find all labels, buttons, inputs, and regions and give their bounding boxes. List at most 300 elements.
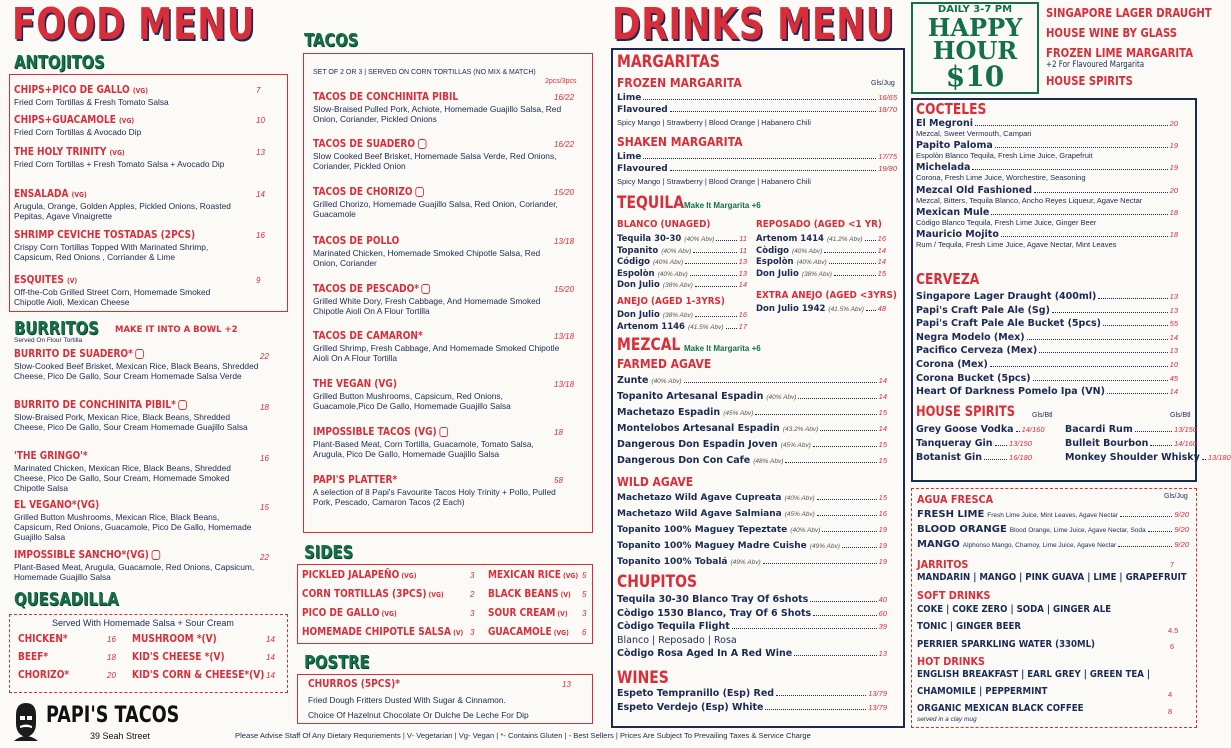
- mezcal-abv: (43.2% Abv): [782, 426, 819, 433]
- tequila-name: Don Julio: [617, 310, 660, 320]
- mezcal-abv: (45% Abv): [780, 442, 811, 449]
- burrito-price: 16: [260, 454, 269, 463]
- tequila-row: [617, 310, 747, 320]
- cerveza-name: Corona Bucket (5pcs): [916, 372, 1031, 384]
- tequila-abv: (38% Abv): [662, 312, 693, 319]
- agua-desc: Blood Orange, Lime Juice, Agave Nectar, Soda: [1009, 527, 1146, 534]
- tequila-price: 16: [877, 234, 886, 243]
- dot-leader: [1034, 192, 1168, 193]
- burrito-desc: Grilled Button Mushrooms, Mexican Rice, Black Beans, Capsicum, Red Onions, Guacamole, Pico De Gallo, Homemade Guajillo Salsa: [14, 512, 252, 542]
- cerveza-heading: CERVEZA: [916, 270, 980, 288]
- coctel-row: [916, 185, 1178, 196]
- taco-price: 13/18: [554, 237, 575, 246]
- dot-leader: [834, 275, 876, 276]
- dot-leader: [842, 547, 877, 548]
- burrito-price: 22: [260, 352, 269, 361]
- dot-leader: [695, 316, 737, 317]
- dot-leader: [817, 515, 877, 516]
- spirit-price: 13/150: [1174, 425, 1197, 434]
- wine-name: Espeto Tempranillo (Esp) Red: [617, 688, 775, 699]
- dot-leader: [732, 628, 877, 629]
- happy-hour-item: HOUSE SPIRITS: [1046, 74, 1133, 88]
- spirit-row: [916, 452, 1032, 463]
- margarita-price: 18/70: [878, 105, 897, 114]
- gls-jug-label: Gls/Jug: [871, 80, 895, 87]
- best-seller-icon: [151, 550, 160, 560]
- mezcal-name: Zunte: [617, 375, 649, 386]
- churros-desc2: Choice Of Hazelnut Chocolate Or Dulche De Leche For Dip: [308, 710, 529, 720]
- chupito-price: 60: [878, 608, 887, 618]
- dot-leader: [1148, 531, 1173, 532]
- tequila-name: Don Julio: [617, 280, 660, 290]
- chupito-name: Còdigo 1530 Blanco, Tray Of 6 Shots: [617, 607, 812, 619]
- tequila-abv: (38% Abv): [801, 270, 832, 278]
- dot-leader: [972, 169, 1167, 170]
- burrito-price: 22: [260, 553, 269, 562]
- hour-word: HOUR: [932, 36, 1018, 65]
- coctel-row: [916, 140, 1178, 151]
- tequila-price: 15: [877, 268, 886, 278]
- happy-hour-item: HOUSE WINE BY GLASS: [1046, 26, 1178, 40]
- wild-heading: WILD AGAVE: [617, 475, 694, 489]
- spirit-name: Monkey Shoulder Whisky: [1065, 452, 1200, 463]
- quesadilla-item-price: 20: [107, 671, 116, 680]
- chupito-row: [617, 621, 887, 632]
- quesadilla-item-price: 16: [107, 635, 116, 644]
- hot-line1: ENGLISH BREAKFAST | EARL GREY | GREEN TEA |: [917, 669, 1151, 680]
- dot-leader: [810, 601, 876, 602]
- dot-leader: [820, 430, 876, 431]
- spirit-name: Bacardi Rum: [1065, 424, 1133, 435]
- tequila-row: [756, 304, 886, 314]
- agua-desc: Fresh Lime Juice, Mint Leaves, Agave Nectar: [987, 512, 1119, 519]
- wine-name: Espeto Verdejo (Esp) White: [617, 702, 764, 713]
- dot-leader: [1107, 393, 1168, 394]
- churros-name: CHURROS (5PCS)*: [308, 678, 400, 690]
- brand-name: PAPI'S TACOS: [46, 703, 180, 728]
- taco-desc: Slow-Braised Pulled Pork, Achiote, Homemade Guajillo Salsa, Red Onion, Coriander, Pickled Onions: [313, 104, 562, 124]
- agua-price: 9/20: [1174, 525, 1189, 534]
- perrier-line: PERRIER SPARKLING WATER (330ML): [917, 639, 1095, 650]
- mezcal-name: Topanito 100% Maguey Tepeztate: [617, 525, 788, 535]
- quesadilla-served: Served With Homemade Salsa + Sour Cream: [52, 618, 234, 628]
- burrito-desc: Plant-Based Meat, Arugula, Guacamole, Red Onions, Capsicum, Homemade Guajillo Salsa: [14, 562, 255, 582]
- coctel-desc: Mezcal, Sweet Vermouth, Campari: [916, 129, 1032, 138]
- cerveza-name: Papi's Craft Pale Ale Bucket (5pcs): [916, 318, 1101, 330]
- coctel-price: 18: [1169, 207, 1178, 217]
- taco-price: 16/22: [554, 140, 575, 149]
- spirits-gls-left: Gls/Btl: [1032, 412, 1053, 419]
- quesadilla-item-name: BEEF*: [18, 651, 49, 663]
- cerveza-price: 45: [1169, 373, 1178, 383]
- mezcal-price: 15: [878, 456, 887, 465]
- cerveza-name: Singapore Lager Draught (400ml): [916, 291, 1097, 302]
- spirits-gls-right: Gls/Btl: [1170, 412, 1191, 419]
- antojito-price: 14: [256, 190, 265, 199]
- mezcal-row: [617, 375, 887, 386]
- best-seller-icon: [415, 187, 424, 197]
- mezcal-name: Machetazo Espadin: [617, 407, 721, 418]
- best-seller-icon: [418, 139, 427, 149]
- side-price: 5: [582, 571, 587, 580]
- dot-leader: [690, 275, 737, 276]
- spirit-name: Botanist Gin: [916, 452, 983, 463]
- antojitos-heading: ANTOJITOS: [14, 52, 105, 73]
- mezcal-name: Montelobos Artesanal Espadin: [617, 423, 780, 434]
- dot-leader: [1120, 516, 1172, 517]
- best-seller-icon: [439, 427, 448, 437]
- spirit-row: [1065, 452, 1231, 463]
- happy-hour-item: SINGAPORE LAGER DRAUGHT: [1046, 6, 1212, 20]
- extra-anejo-heading: EXTRA ANEJO (AGED <3YRS): [756, 290, 897, 301]
- quesadilla-item-name: KID'S CORN & CHEESE*(V): [132, 669, 265, 681]
- side-price: 3: [470, 628, 475, 637]
- tequila-price: 11: [739, 234, 747, 243]
- agua-gls: Gls/Jug: [1164, 493, 1188, 500]
- mezcal-row: [617, 493, 887, 503]
- coctel-row: [916, 162, 1178, 173]
- burrito-desc: Slow-Braised Pork, Mexican Rice, Black Beans, Shredded Cheese, Pico De Gallo, Sour Cream Homemade Guajillo Salsa: [14, 412, 248, 432]
- spirit-price: 14/160: [1021, 425, 1045, 434]
- cerveza-row: [916, 318, 1178, 329]
- mezcal-abv: (48% Abv): [753, 458, 784, 465]
- tequila-row: [756, 246, 886, 256]
- dot-leader: [984, 459, 1007, 460]
- antojito-desc: Fried Corn Tortillas + Fresh Tomato Salsa + Avocado Dip: [14, 159, 225, 169]
- hot-price: 4: [1168, 690, 1173, 699]
- burrito-desc: Marinated Chicken, Mexican Rice, Black Beans, Shredded Cheese, Pico De Gallo, Sour Cream, Homemade Smoked Chipotle Salsa: [14, 463, 231, 493]
- quesadilla-item-name: KID'S CHEESE *(V): [132, 651, 225, 663]
- mezcal-abv: (45% Abv): [723, 410, 754, 417]
- coctel-name: Papito Paloma: [916, 140, 993, 152]
- antojito-name: SHRIMP CEVICHE TOSTADAS (2PCS): [14, 229, 196, 241]
- wines-heading: WINES: [617, 668, 669, 688]
- mezcal-name: Machetazo Wild Agave Salmiana: [617, 509, 782, 519]
- taco-price: 13/18: [554, 380, 575, 389]
- hot-line3: ORGANIC MEXICAN BLACK COFFEE: [917, 703, 1084, 714]
- cerveza-row: [916, 345, 1178, 356]
- taco-desc: Slow Cooked Beef Brisket, Homemade Salsa Verde, Red Onions, Coriander, Pickled Onion: [313, 151, 557, 171]
- cerveza-price: 55: [1169, 319, 1178, 329]
- taco-name: TACOS DE SUADERO: [313, 138, 426, 150]
- hot3-price: 8: [1168, 707, 1173, 716]
- perrier-price: 6: [1170, 642, 1175, 651]
- taco-price: 18: [554, 428, 563, 437]
- happy-word: HAPPY: [927, 13, 1023, 42]
- happy-hour-item: FROZEN LIME MARGARITA: [1046, 46, 1194, 60]
- cerveza-row: [916, 386, 1178, 397]
- dot-leader: [991, 214, 1167, 215]
- best-seller-icon: [135, 349, 144, 359]
- drinks-menu-title: DRINKS MENU: [612, 0, 895, 50]
- cerveza-price: 13: [1169, 305, 1178, 315]
- happy-hour-time: DAILY 3-7 PM: [937, 4, 1013, 15]
- coctel-price: 19: [1169, 141, 1178, 151]
- spirit-price: 16/180: [1009, 453, 1032, 462]
- mezcal-price: 19: [878, 557, 887, 566]
- side-price: 3: [470, 609, 475, 618]
- burrito-name: BURRITO DE CONCHINITA PIBIL*: [14, 399, 187, 411]
- agua-row: [917, 524, 1189, 535]
- tequila-row: [617, 322, 747, 332]
- wine-price: 13/79: [868, 703, 887, 712]
- mezcal-row: [617, 509, 887, 519]
- dot-leader: [643, 99, 876, 100]
- spirit-name: Grey Goose Vodka: [916, 424, 1014, 435]
- dot-leader: [1118, 546, 1172, 547]
- dot-leader: [798, 398, 876, 399]
- tequila-name: Don Julio: [756, 268, 799, 279]
- cerveza-row: [916, 291, 1178, 302]
- tequila-price: 17: [738, 321, 747, 331]
- shaken-heading: SHAKEN MARGARITA: [617, 135, 743, 149]
- chupito-row: [617, 608, 887, 619]
- quesadilla-item-name: CHORIZO*: [18, 669, 70, 681]
- dot-leader: [643, 158, 876, 159]
- shaken-flavours: Spicy Mango | Strawberry | Blood Orange | Habanero Chili: [617, 177, 811, 186]
- soft-line1: COKE | COKE ZERO | SODA | GINGER ALE: [917, 604, 1112, 615]
- burritos-served: Served On Flour Tortilla: [14, 337, 83, 344]
- dot-leader: [670, 111, 876, 112]
- mezcal-row: [617, 423, 887, 434]
- cerveza-price: 13: [1169, 346, 1178, 356]
- spirit-name: Bulleit Bourbon: [1065, 438, 1149, 449]
- agua-name: MANGO: [917, 539, 960, 550]
- dot-leader: [755, 414, 876, 415]
- coctel-desc: Espolòn Blanco Tequila, Fresh Lime Juice, Grapefruit: [916, 151, 1093, 161]
- margarita-name: Flavoured: [617, 105, 668, 115]
- dot-leader: [1016, 431, 1020, 432]
- mezcal-price: 15: [878, 408, 887, 417]
- side-name: MEXICAN RICE (VG): [488, 569, 579, 581]
- cerveza-row: [916, 373, 1178, 384]
- agua-desc: Alphonso Mango, Chamoy, Lime Juice, Agave Nectar: [962, 542, 1117, 549]
- dot-leader: [693, 252, 737, 253]
- tequila-abv: (40% Abv): [653, 259, 684, 266]
- coctel-price: 20: [1169, 185, 1178, 195]
- frozen-heading: FROZEN MARGARITA: [617, 76, 742, 90]
- tequila-abv: (41.5% Abv): [687, 323, 724, 331]
- frozen-flavours: Spicy Mango | Strawberry | Blood Orange | Habanero Chili: [617, 118, 811, 127]
- tequila-name: Còdigo: [756, 245, 789, 256]
- soft-price: 4.5: [1168, 626, 1179, 635]
- dot-leader: [865, 240, 876, 241]
- taco-name: THE VEGAN (VG): [313, 378, 397, 390]
- tequila-heading: TEQUILA: [617, 193, 685, 213]
- margarita-row: [617, 164, 897, 174]
- hot-line2: CHAMOMILE | PEPPERMINT: [917, 686, 1048, 697]
- spirit-row: [1065, 438, 1197, 449]
- spirit-row: [916, 438, 1032, 449]
- dot-leader: [1052, 312, 1168, 313]
- agua-name: FRESH LIME: [917, 509, 985, 520]
- margarita-price: 19/80: [878, 164, 897, 173]
- taco-name: TACOS DE POLLO: [313, 235, 400, 247]
- chupito-price: 13: [878, 649, 887, 658]
- dot-leader: [813, 615, 876, 616]
- mezcal-row: [617, 541, 887, 551]
- dot-leader: [794, 655, 876, 656]
- chupito-row: [617, 594, 887, 605]
- burrito-name: 'THE GRINGO'*: [14, 450, 88, 462]
- taco-desc: Plant-Based Meat, Corn Tortilla, Guacamole, Tomato Salsa, Arugula, Pico De Gallo, Homemade Guajillo Salsa: [313, 439, 534, 459]
- quesadilla-item-name: MUSHROOM *(V): [132, 633, 217, 645]
- cerveza-name: Heart Of Darkness Pomelo Ipa (VN): [916, 386, 1105, 398]
- side-name: HOMEMADE CHIPOTLE SALSA (V): [302, 626, 464, 638]
- dot-leader: [1039, 352, 1167, 353]
- taco-desc: Grilled White Dory, Fresh Cabbage, And Homemade Smoked Chipotle Aioli On A Flour Tortilla: [313, 296, 541, 316]
- margarita-price: 17/75: [878, 152, 897, 161]
- chupitos-heading: CHUPITOS: [617, 572, 698, 592]
- coctel-price: 19: [1169, 163, 1178, 173]
- tacos-pcs: 2pcs/3pcs: [545, 78, 577, 85]
- agua-heading: AGUA FRESCA: [917, 493, 994, 506]
- side-name: PICO DE GALLO (VG): [302, 607, 397, 619]
- tequila-price: 14: [738, 280, 747, 289]
- dot-leader: [1103, 325, 1168, 326]
- antojito-desc: Crispy Corn Tortillas Topped With Marinated Shrimp, Capsicum, Red Onions , Corriander & Lime: [14, 242, 209, 262]
- tacos-note: SET OF 2 OR 3 | SERVED ON CORN TORTILLAS (NO MIX & MATCH): [313, 69, 536, 76]
- mezcal-abv: (49% Abv): [809, 543, 840, 550]
- tequila-price: 11: [739, 245, 747, 255]
- mezcal-name: Topanito Artesanal Espadin: [617, 391, 764, 402]
- quesadilla-item-name: CHICKEN*: [18, 633, 68, 645]
- antojito-price: 7: [256, 86, 261, 95]
- tequila-row: [756, 234, 886, 244]
- mezcal-name: Machetazo Wild Agave Cupreata: [617, 493, 782, 503]
- dot-leader: [824, 252, 876, 253]
- antojito-name: THE HOLY TRINITY (VG): [14, 146, 125, 158]
- taco-price: 16/22: [554, 93, 575, 102]
- taco-name: TACOS DE PESCADO*: [313, 283, 430, 295]
- tequila-name: Espolòn: [617, 268, 655, 279]
- side-price: 3: [582, 609, 587, 618]
- coctel-name: Mauricio Mojito: [916, 229, 999, 240]
- dot-leader: [1150, 445, 1172, 446]
- coctel-name: Mezcal Old Fashioned: [916, 184, 1033, 196]
- tequila-name: Tequila 30-30: [617, 234, 682, 244]
- tequila-price: 13: [738, 268, 747, 278]
- chupito-row: [617, 648, 887, 659]
- anejo-heading: ANEJO (AGED 1-3YRS): [617, 296, 725, 307]
- margarita-row: [617, 93, 897, 103]
- chupito-name: Tequila 30-30 Blanco Tray Of 6shots: [617, 594, 809, 605]
- margarita-price: 16/65: [878, 93, 897, 102]
- dot-leader: [822, 531, 876, 532]
- tequila-name: Don Julio 1942: [756, 304, 826, 314]
- brand-address: 39 Seah Street: [90, 731, 151, 741]
- side-name: SOUR CREAM (V): [488, 607, 568, 619]
- tequila-name: Artenom 1414: [756, 234, 824, 244]
- mezcal-sub: Make It Margarita +6: [684, 344, 761, 353]
- antojito-price: 16: [256, 231, 265, 240]
- taco-desc: Grilled Shrimp, Fresh Cabbage, And Homemade Smoked Chipotle Aioli On A Flour Tortilla: [313, 343, 560, 363]
- food-menu-title: FOOD MENU: [12, 0, 256, 50]
- quesadilla-item-price: 14: [266, 653, 275, 662]
- mezcal-heading: MEZCAL: [617, 335, 681, 355]
- mezcal-price: 19: [878, 541, 887, 550]
- coctel-desc: Rum / Tequila, Fresh Lime Juice, Agave Nectar, Mint Leaves: [916, 240, 1117, 249]
- tequila-row: [617, 246, 747, 256]
- jarritos-flavours: MANDARIN | MANGO | PINK GUAVA | LIME | GRAPEFRUIT: [917, 572, 1187, 583]
- margaritas-heading: MARGARITAS: [617, 52, 720, 72]
- tequila-abv: (40% Abv): [684, 236, 715, 243]
- churros-price: 13: [562, 680, 571, 689]
- agua-price: 9/20: [1174, 540, 1189, 549]
- tequila-row: [756, 269, 886, 279]
- spirit-price: 13/150: [1009, 439, 1032, 448]
- mezcal-abv: (40% Abv): [790, 527, 821, 534]
- side-price: 6: [582, 628, 587, 637]
- antojito-price: 13: [256, 148, 265, 157]
- reposado-heading: REPOSADO (AGED <1 YR): [756, 219, 882, 230]
- cerveza-price: 14: [1169, 387, 1178, 397]
- best-seller-icon: [422, 284, 431, 294]
- dot-leader: [1033, 380, 1168, 381]
- quesadilla-item-price: 14: [266, 671, 275, 680]
- coctel-name: El Megroni: [916, 118, 973, 129]
- dot-leader: [684, 382, 877, 383]
- quesadilla-item-price: 14: [266, 635, 275, 644]
- taco-name: TACOS DE CAMARON*: [313, 330, 423, 342]
- soft-heading: SOFT DRINKS: [917, 589, 991, 602]
- tequila-price: 13: [738, 257, 747, 266]
- agua-name: BLOOD ORANGE: [917, 524, 1007, 535]
- burrito-price: 18: [260, 403, 269, 412]
- mezcal-row: [617, 391, 887, 402]
- dot-leader: [763, 563, 877, 564]
- tequila-abv: (41.5% Abv): [828, 306, 864, 313]
- spirit-price: 14/160: [1174, 439, 1197, 448]
- coctel-desc: Mezcal, Bitters, Tequila Blanco, Ancho Reyes Liqueur, Agave Nectar: [916, 195, 1143, 205]
- blanco-heading: BLANCO (UNAGED): [617, 219, 711, 230]
- taco-desc: Marinated Chicken, Homemade Smoked Chipotle Salsa, Red Onion, Coriander: [313, 248, 541, 268]
- dot-leader: [785, 462, 876, 463]
- mezcal-row: [617, 455, 887, 466]
- cerveza-row: [916, 332, 1178, 343]
- mezcal-row: [617, 439, 887, 450]
- cerveza-row: [916, 359, 1178, 370]
- cerveza-name: Corona (Mex): [916, 359, 988, 370]
- mezcal-price: 14: [878, 424, 887, 433]
- burrito-name: EL VEGANO*(VG): [14, 499, 100, 511]
- tequila-row: [617, 234, 747, 244]
- mezcal-row: [617, 407, 887, 418]
- burritos-heading: BURRITOS: [14, 318, 99, 339]
- quesadilla-item-price: 18: [107, 653, 116, 662]
- chupito-price: 39: [878, 622, 887, 631]
- mezcal-abv: (40% Abv): [784, 495, 815, 502]
- churros-desc1: Fried Dough Fritters Dusted With Sugar & Cinnamon.: [308, 695, 506, 705]
- cerveza-name: Papi's Craft Pale Ale (Sg): [916, 304, 1050, 316]
- tequila-name: Topanito: [617, 245, 659, 256]
- wine-price: 13/79: [868, 689, 887, 698]
- tequila-row: [617, 257, 747, 267]
- coctel-row: [916, 229, 1178, 240]
- antojito-price: 9: [256, 276, 261, 285]
- taco-desc: Grilled Chorizo, Homemade Guajillo Salsa, Red Onion, Coriander, Guacamole: [313, 199, 558, 219]
- dot-leader: [817, 499, 877, 500]
- mezcal-abv: (40% Abv): [651, 378, 682, 385]
- dot-leader: [995, 147, 1168, 148]
- antojito-name: CHIPS+GUACAMOLE (VG): [14, 114, 135, 126]
- ten-dollar: $10: [945, 60, 1005, 93]
- tequila-row: [617, 280, 747, 290]
- jarritos-price: 7: [1170, 560, 1175, 569]
- antojito-desc: Arugula, Orange, Golden Apples, Pickled Onions, Roasted Pepitas, Agave Vinaigrette: [14, 201, 231, 221]
- margarita-name: Flavoured: [617, 164, 668, 174]
- tacos-heading: TACOS: [304, 30, 359, 51]
